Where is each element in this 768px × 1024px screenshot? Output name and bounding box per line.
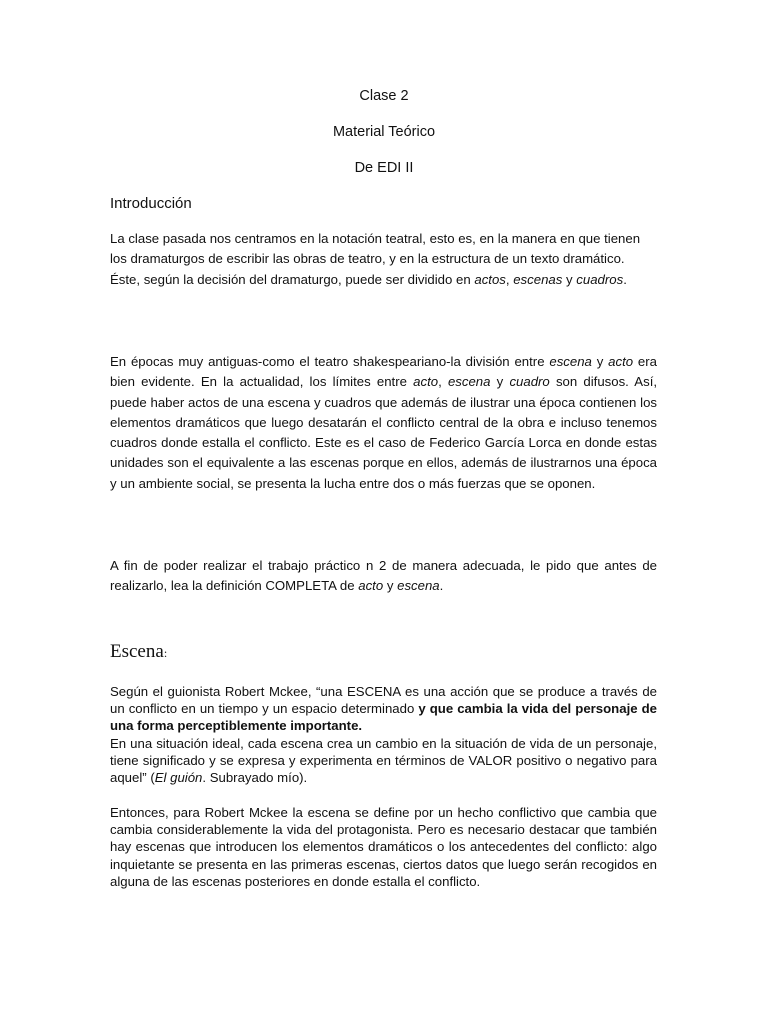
text-run: Según el guionista Robert Mckee, “una ESCENA es una acción que se produce a través de un conflicto en un tiempo y un espacio determinado — [110, 684, 657, 717]
emphasis-run: escena — [549, 354, 592, 369]
emphasis-run: escena — [447, 374, 491, 390]
bold-run: y que cambia la vida del personaje de una forma perceptiblemente importante. — [110, 701, 657, 734]
emphasis-run: acto — [358, 578, 384, 594]
text-run: A fin de poder realizar el trabajo práctico n 2 de manera adecuada, le pido que antes de realizarlo, lea la definición COMPLETA de — [110, 558, 657, 594]
emphasis-run: cuadros — [576, 271, 624, 287]
intro-paragraph-3 — [110, 556, 657, 597]
class-label: Clase 2 — [359, 88, 409, 104]
intro-paragraph-1 — [110, 229, 657, 290]
emphasis-run: actos — [474, 271, 506, 287]
emphasis-run: acto — [608, 354, 634, 369]
text-run: , — [505, 271, 514, 287]
text-run: , — [438, 374, 448, 390]
text-run: y — [591, 354, 609, 369]
escena-heading — [110, 641, 167, 663]
escena-paragraph-3: Entonces, para Robert Mckee la escena se define por un hecho conflictivo que cambia que cambia considerablemente la vida del protagonista. Pero es necesario destacar que también hay escenas que introducen los elementos dramáticos o los antecedentes del conflicto: algo inquietante se presenta en las primeras escenas, ciertos datos que luego serán recogidos en alguna de las escenas posteriores en donde estalla el conflicto. — [110, 805, 657, 889]
emphasis-run: acto — [413, 374, 439, 390]
text-run: . Subrayado mío). — [202, 770, 308, 786]
escena-paragraph-2 — [110, 735, 657, 787]
emphasis-run: El guión — [154, 770, 203, 786]
subject-label: De EDI II — [354, 160, 414, 176]
text-run: . — [439, 578, 444, 594]
text-run: En épocas muy antiguas-como el teatro shakespeariano-la división entre — [110, 354, 550, 369]
escena-paragraph-1 — [110, 683, 657, 735]
document-title: Material Teórico — [332, 124, 436, 140]
text-run: era bien evidente. En la actualidad, los límites entre — [110, 354, 657, 390]
emphasis-run: escena — [397, 578, 440, 594]
text-run: En una situación ideal, cada escena crea un cambio en la situación de vida de un personaje, tiene significado y se expresa y experimenta en términos de VALOR positivo o negativo para aquel” ( — [110, 736, 657, 786]
escena-heading-colon: : — [163, 646, 168, 660]
text-run: La clase pasada nos centramos en la notación teatral, esto es, en la manera en que tienen los dramaturgos de escribir las obras de teatro, y en la estructura de un texto dramático. Éste, según la decisión del dramaturgo, puede ser dividido en — [110, 231, 641, 287]
text-run: . — [623, 271, 627, 287]
text-run: y — [383, 578, 398, 594]
emphasis-run: cuadro — [509, 374, 550, 390]
escena-heading-text: Escena — [110, 641, 164, 662]
text-run: y — [562, 271, 577, 287]
intro-paragraph-2 — [110, 352, 657, 494]
text-run: son difusos. Así, puede haber actos de una escena y cuadros que además de ilustrar una época contienen los elementos dramáticos que luego desatarán el conflicto central de la obra e incluso tenemos cuadros donde estalla el conflicto. Este es el caso de Federico García Lorca en donde estas unidades son el equivalente a las escenas porque en ellos, además de ilustrarnos una época y un ambiente social, se presenta la lucha entre dos o más fuerzas que se oponen. — [110, 374, 658, 491]
text-run: y — [490, 374, 510, 390]
emphasis-run: escenas — [513, 271, 563, 287]
intro-heading: Introducción — [110, 195, 192, 212]
